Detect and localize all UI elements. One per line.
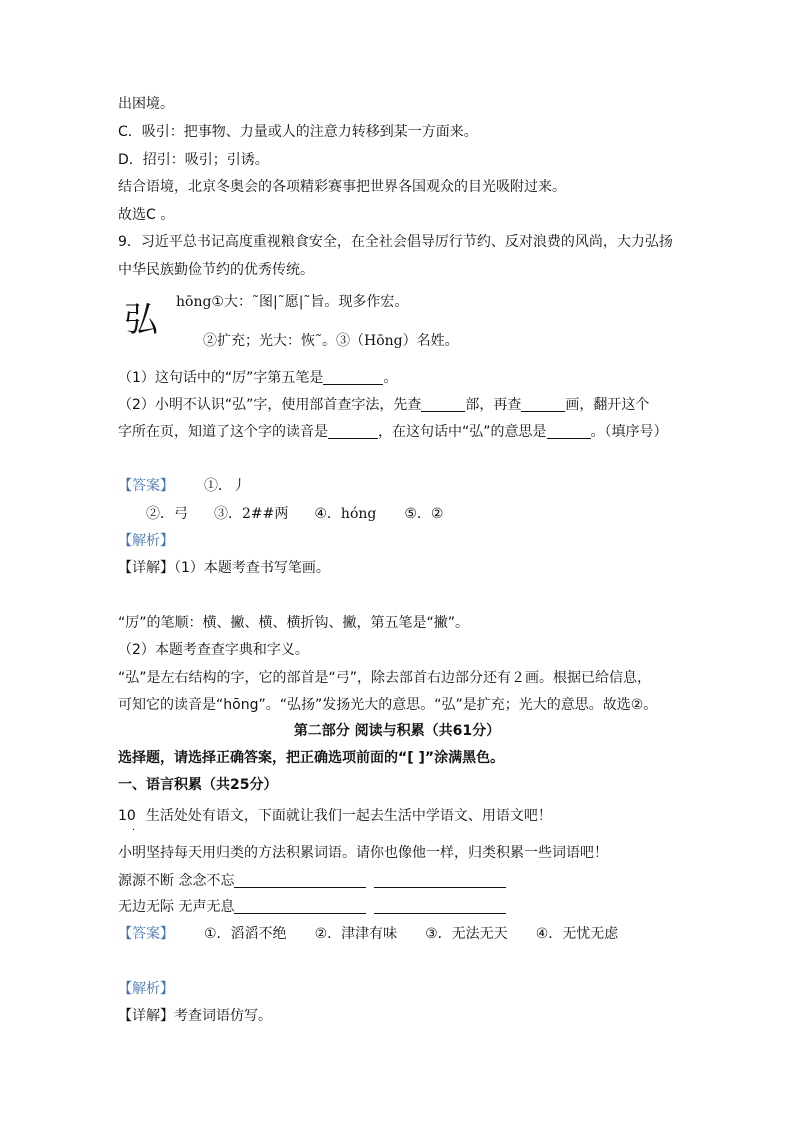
answer-blank[interactable] bbox=[374, 898, 506, 914]
subquestion-2-text-c: 画，翻开这个 bbox=[565, 397, 650, 413]
answer-item-2: ②．弓 bbox=[146, 506, 188, 522]
answer-blank[interactable] bbox=[328, 423, 378, 439]
subquestion-2-text-a: （2）小明不认识“弘”字，使用部首查字法，先查 bbox=[118, 397, 422, 413]
analysis-line: （2）本题考查查字典和字义。 bbox=[118, 642, 309, 658]
answer-blank[interactable] bbox=[234, 872, 366, 888]
subquestion-2-line-2 bbox=[118, 422, 668, 442]
question-10-line-2: 小明坚持每天用归类的方法积累词语。请你也像他一样，归类积累一些词语吧！ bbox=[118, 845, 608, 861]
answer-blank[interactable] bbox=[323, 369, 383, 385]
word-row-2 bbox=[118, 897, 506, 917]
detail-label: 【详解】 bbox=[118, 560, 174, 576]
answer-item-4: ④．无忧无虑 bbox=[535, 926, 619, 942]
answer-row-1 bbox=[118, 476, 246, 496]
question-9-line-1: 9．习近平总书记高度重视粮食安全，在全社会倡导厉行节约、反对浪费的风尚，大力弘扬 bbox=[118, 234, 673, 250]
option-c-explanation: C．吸引：把事物、力量或人的注意力转移到某一方面来。 bbox=[118, 124, 478, 140]
instruction-line: 选择题，请选择正确答案，把正确选项前面的“[ ]”涂满黑色。 bbox=[118, 750, 505, 766]
text-line: 出困境。 bbox=[118, 96, 174, 112]
option-d-explanation: D．招引：吸引；引诱。 bbox=[118, 152, 269, 168]
detail-line bbox=[118, 1006, 272, 1026]
detail-line bbox=[118, 558, 330, 578]
detail-text: （1）本题考查书写笔画。 bbox=[174, 560, 330, 576]
answer-label: 【答案】 bbox=[118, 926, 174, 942]
answer-item-2: ②．津津有味 bbox=[314, 926, 398, 942]
answer-item-1: ①．丿 bbox=[204, 478, 246, 494]
question-number-dot: ． bbox=[132, 822, 142, 833]
answer-item-4: ④．hóng bbox=[314, 506, 377, 522]
subquestion-1-text: （1）这句话中的“厉”字第五笔是 bbox=[118, 370, 324, 386]
answer-row-10 bbox=[118, 924, 618, 944]
dictionary-definition-1: hōng①大：˜图|˜愿|˜旨。现多作宏。 bbox=[176, 294, 409, 310]
answer-blank[interactable] bbox=[547, 423, 591, 439]
question-10-line-1 bbox=[118, 806, 552, 826]
answer-item-5: ⑤．② bbox=[404, 506, 444, 522]
answer-label: 【答案】 bbox=[118, 478, 174, 494]
answer-item-3: ③．2##两 bbox=[214, 506, 289, 522]
question-number: 10 bbox=[118, 808, 136, 824]
subquestion-2-text-f: 。（填序号） bbox=[590, 424, 668, 440]
choice-line: 故选C 。 bbox=[118, 207, 175, 223]
answer-blank[interactable] bbox=[374, 872, 506, 888]
dictionary-definition-2: ②扩充；光大：恢˜。③（Hōng）名姓。 bbox=[203, 333, 459, 349]
word-row-2-text: 无边无际 无声无息 bbox=[118, 899, 235, 915]
part-2-title: 第二部分 阅读与积累（共61分） bbox=[293, 723, 501, 739]
section-heading: 一、语言积累（共25分） bbox=[118, 777, 278, 793]
question-9-line-2: 中华民族勤俭节约的优秀传统。 bbox=[118, 262, 314, 278]
dictionary-headword: 弘 bbox=[124, 300, 158, 340]
analysis-line: 可知它的读音是“hōng”。“弘扬”发扬光大的意思。“弘”是扩充；光大的意思。故选②。 bbox=[118, 697, 658, 713]
conclusion-line: 结合语境，北京冬奥会的各项精彩赛事把世界各国观众的目光吸附过来。 bbox=[118, 179, 566, 195]
question-10-text: 生活处处有语文，下面就让我们一起去生活中学语文、用语文吧！ bbox=[145, 808, 552, 824]
analysis-line: “弘”是左右结构的字，它的部首是“弓”，除去部首右边部分还有２画。根据已给信息， bbox=[118, 670, 652, 686]
subquestion-2-text-e: ，在这句话中“弘”的意思是 bbox=[378, 424, 547, 440]
subquestion-2-text-b: 部，再查 bbox=[465, 397, 522, 413]
word-row-1-text: 源源不断 念念不忘 bbox=[118, 873, 235, 889]
answer-item-3: ③．无法无天 bbox=[425, 926, 508, 942]
subquestion-1 bbox=[118, 368, 397, 388]
subquestion-2-text-d: 字所在页，知道了这个字的读音是 bbox=[118, 424, 328, 440]
stroke-order-line: “厉”的笔顺：横、撇、横、横折钩、撇，第五笔是“撇”。 bbox=[118, 615, 470, 631]
analysis-label: 【解析】 bbox=[118, 533, 174, 549]
answer-blank[interactable] bbox=[421, 396, 465, 412]
subquestion-1-end: 。 bbox=[383, 370, 398, 386]
answer-blank[interactable] bbox=[521, 396, 565, 412]
detail-text: 考查词语仿写。 bbox=[174, 1008, 272, 1024]
answer-row-2 bbox=[146, 504, 443, 524]
subquestion-2-line-1 bbox=[118, 395, 649, 415]
word-row-1 bbox=[118, 871, 506, 891]
analysis-label: 【解析】 bbox=[118, 981, 174, 997]
answer-item-1: ①．滔滔不绝 bbox=[204, 926, 287, 942]
detail-label: 【详解】 bbox=[118, 1008, 174, 1024]
answer-blank[interactable] bbox=[234, 898, 366, 914]
